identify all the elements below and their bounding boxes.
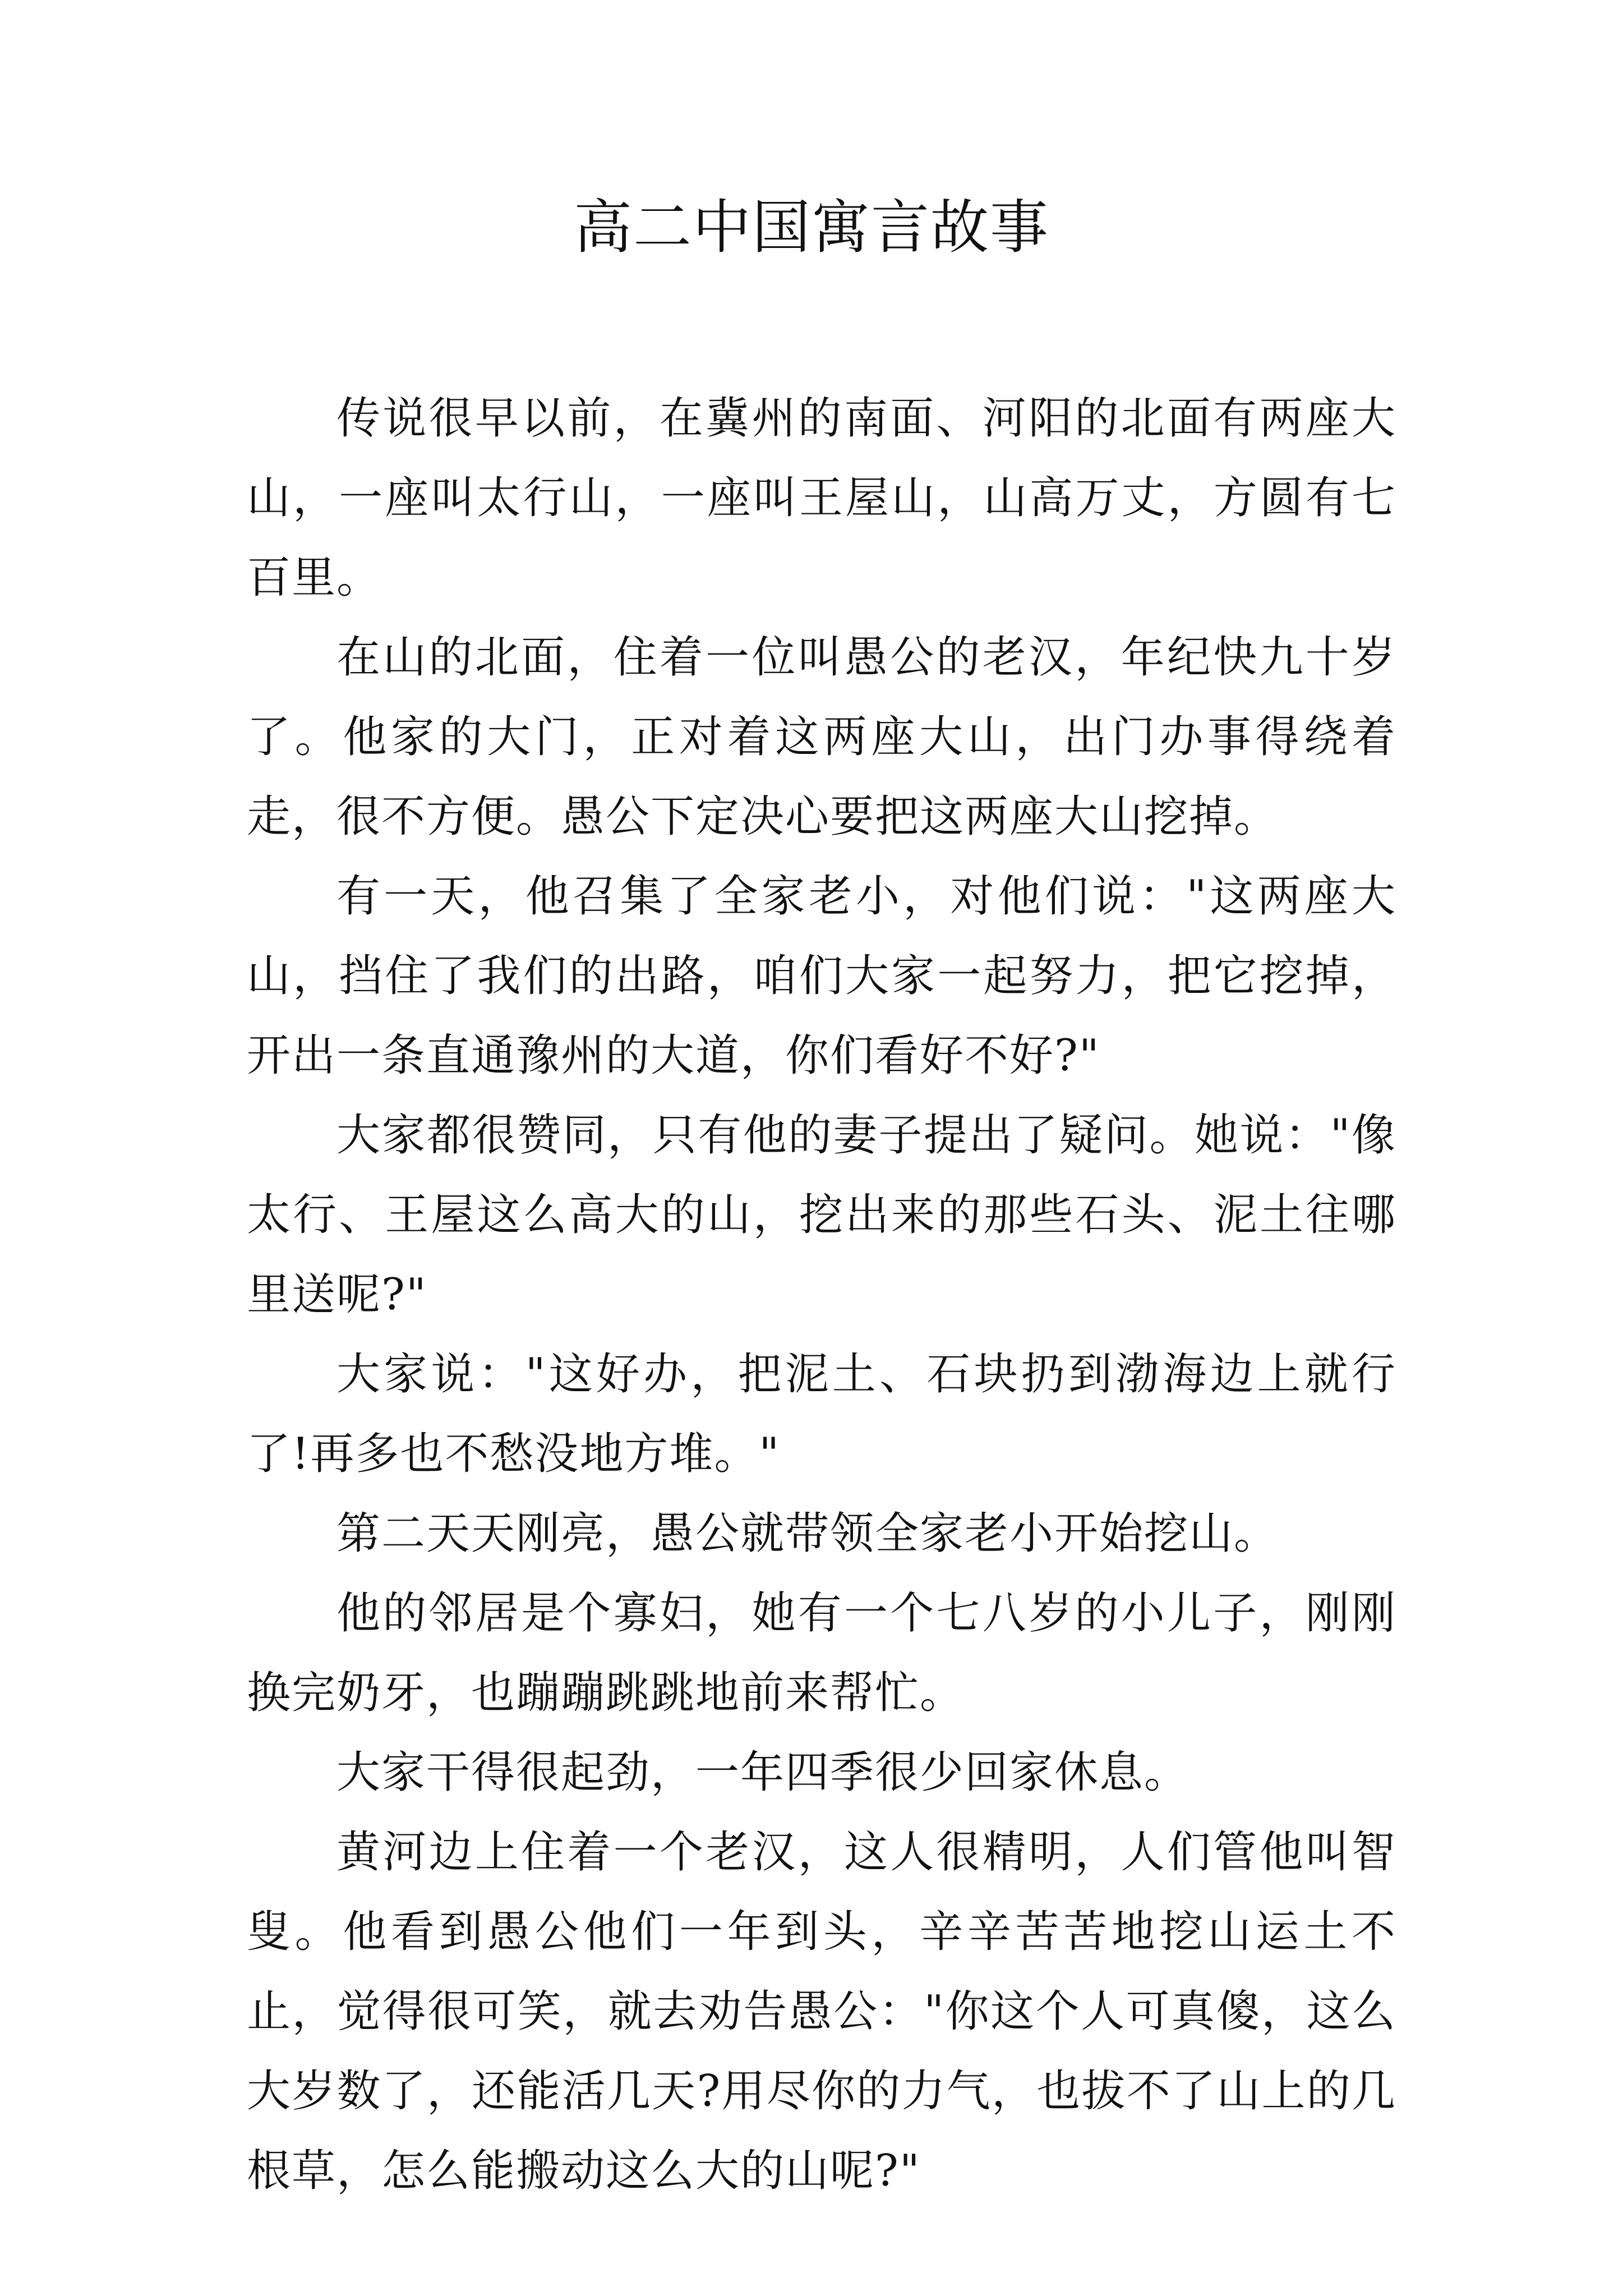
paragraph: 有一天，他召集了全家老小，对他们说："这两座大山，挡住了我们的出路，咱们大家一起努力，把它挖掉，开出一条直通豫州的大道，你们看好不好?" [247,871,1396,1081]
paragraph: 大家都很赞同，只有他的妻子提出了疑问。她说："像太行、王屋这么高大的山，挖出来的那些石头、泥土往哪里送呢?" [247,1110,1396,1320]
document-title: 高二中国寓言故事 [573,193,1049,261]
paragraph: 他的邻居是个寡妇，她有一个七八岁的小儿子，刚刚换完奶牙，也蹦蹦跳跳地前来帮忙。 [247,1588,1396,1718]
paragraph: 黄河边上住着一个老汉，这人很精明，人们管他叫智叟。他看到愚公他们一年到头，辛辛苦苦地挖山运土不止，觉得很可笑，就去劝告愚公："你这个人可真傻，这么大岁数了，还能活几天?用尽你的力气，也拔不了山上的几根草，怎么能搬动这么大的山呢?" [247,1827,1396,2196]
document-body [247,379,1396,2211]
paragraph: 传说很早以前，在冀州的南面、河阳的北面有两座大山，一座叫太行山，一座叫王屋山，山高万丈，方圆有七百里。 [247,393,1396,603]
paragraph: 在山的北面，住着一位叫愚公的老汉，年纪快九十岁了。他家的大门，正对着这两座大山，出门办事得绕着走，很不方便。愚公下定决心要把这两座大山挖掉。 [247,632,1396,842]
paragraph: 第二天天刚亮，愚公就带领全家老小开始挖山。 [336,1508,1279,1559]
paragraph: 大家干得很起劲，一年四季很少回家休息。 [336,1747,1189,1798]
paragraph: 大家说："这好办，把泥土、石块扔到渤海边上就行了!再多也不愁没地方堆。" [247,1349,1396,1479]
